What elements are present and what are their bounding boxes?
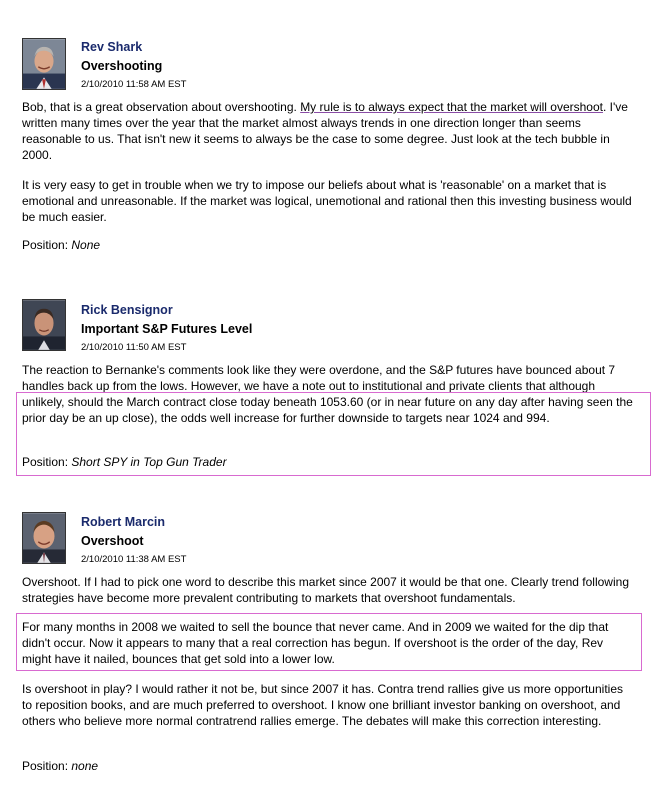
author-name[interactable]: Robert Marcin xyxy=(81,515,166,529)
avatar[interactable] xyxy=(22,299,66,351)
author-name[interactable]: Rev Shark xyxy=(81,40,143,54)
paragraph: Overshoot. If I had to pick one word to describe this market since 2007 it would be that one. Clearly trend following strategies have become more prevalent contributing to markets that overshoot fundamentals. xyxy=(22,575,629,605)
avatar[interactable] xyxy=(22,512,66,564)
avatar-rick-bensignor-icon xyxy=(23,300,65,350)
paragraph: For many months in 2008 we waited to sell the bounce that never came. And in 2009 we waited for the dip that didn't occur. Now it appears to many that a real correction has begun. If overshoot is the order of the day, Rev might have it nailed, bounces that get sold into a lower low. xyxy=(22,620,609,666)
paragraph: The reaction to Bernanke's comments look like they were overdone, and the S&P futures have bounced about 7 handles back up from the lows. However, we have a note out to institutional and private clients that although unlikely, should the March contract close today beneath 1053.60 (or in near future on any day after having seen the prior day be an up close), the odds well increase for further downside to targets near 1024 and 994. xyxy=(22,363,633,425)
position-value: none xyxy=(71,759,99,773)
paragraph xyxy=(22,99,634,163)
highlight-box xyxy=(16,613,642,671)
paragraph: Is overshoot in play? I would rather it not be, but since 2007 it has. Contra trend rallies give us more opportunities to reposition books, and are much preferred to overshoot. I know one brilliant investor banking on overshoot, and others who believe more normal contratrend rallies emerge. The debates will make this correction interesting. xyxy=(22,682,623,728)
author-name[interactable]: Rick Bensignor xyxy=(81,303,173,317)
position-line xyxy=(22,758,98,774)
avatar[interactable] xyxy=(22,38,66,90)
text: . I've written many times over the year that the market almost always trends in one direction longer than seems reasonable to us. That isn't new it seems to always be the case to some degree. Just look at the tech bubble in 2000. xyxy=(22,100,628,162)
position-value: None xyxy=(71,238,101,252)
highlight-box xyxy=(16,392,651,476)
position-label: Position: xyxy=(22,455,69,469)
position-label: Position: xyxy=(22,238,69,252)
position-value: Short SPY in Top Gun Trader xyxy=(71,455,227,469)
post-title[interactable]: Overshoot xyxy=(81,534,144,548)
timestamp: 2/10/2010 11:38 AM EST xyxy=(81,554,187,565)
post-title[interactable]: Overshooting xyxy=(81,59,163,73)
avatar-robert-marcin-icon xyxy=(23,513,65,563)
position-line xyxy=(22,237,100,253)
paragraph: It is very easy to get in trouble when we try to impose our beliefs about what is 'reasonable' on a market that is emotional and unreasonable. If the market was logical, unemotional and rational then this investing business would be much easier. xyxy=(22,178,632,224)
text: Bob, that is a great observation about overshooting. xyxy=(22,100,301,114)
timestamp: 2/10/2010 11:50 AM EST xyxy=(81,342,187,353)
post-title[interactable]: Important S&P Futures Level xyxy=(81,322,253,336)
underlined-text: My rule is to always expect that the market will overshoot xyxy=(300,100,603,114)
position-label: Position: xyxy=(22,759,69,773)
avatar-rev-shark-icon xyxy=(23,39,65,89)
timestamp: 2/10/2010 11:58 AM EST xyxy=(81,79,187,90)
